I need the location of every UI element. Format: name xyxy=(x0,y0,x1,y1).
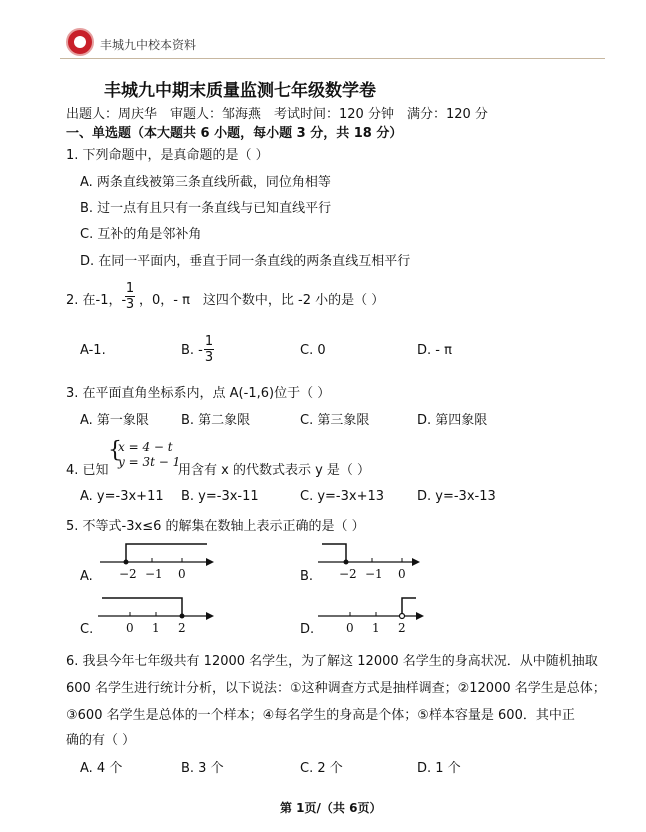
q4-option-c: C. y=-3x+13 xyxy=(300,489,385,504)
q4-brace: { xyxy=(108,438,122,463)
q6-option-a: A. 4 个 xyxy=(80,761,123,776)
q5-b-tick-3: 0 xyxy=(398,567,406,581)
q3-option-a: A. 第一象限 xyxy=(80,413,149,428)
section-heading: 一、单选题（本大题共 6 小题，每小题 3 分，共 18 分） xyxy=(66,126,403,141)
q5-a-tick-1: −2 xyxy=(119,567,137,581)
q6-option-d: D. 1 个 xyxy=(417,761,461,776)
q2-b-num: 1 xyxy=(204,334,214,349)
q2-fraction-num: 1 xyxy=(125,281,135,296)
q5-option-a: A. xyxy=(80,569,93,584)
q2-option-d: D. - π xyxy=(417,343,452,358)
q1-option-d: D. 在同一平面内，垂直于同一条直线的两条直线互相平行 xyxy=(80,254,411,269)
school-logo xyxy=(66,28,94,56)
q6-option-c: C. 2 个 xyxy=(300,761,343,776)
q4-option-d: D. y=-3x-13 xyxy=(417,489,496,504)
q3-option-d: D. 第四象限 xyxy=(417,413,488,428)
q2-stem-prefix: 2. 在-1，- xyxy=(66,293,127,308)
q5-c-tick-2: 1 xyxy=(152,621,160,635)
q5-number-line-c xyxy=(96,592,216,638)
q5-c-tick-3: 2 xyxy=(178,621,186,635)
q2-option-b: B. - xyxy=(181,343,203,358)
q2-fraction-den: 3 xyxy=(125,297,135,312)
q5-d-tick-2: 1 xyxy=(372,621,380,635)
q1-stem: 1. 下列命题中，是真命题的是（ ） xyxy=(66,148,269,163)
q2-b-den: 3 xyxy=(204,350,214,365)
q1-option-b: B. 过一点有且只有一条直线与已知直线平行 xyxy=(80,201,332,216)
q6-line-3: ③600 名学生是总体的一个样本；④每名学生的身高是个体；⑤样本容量是 600．其中正 xyxy=(66,708,575,723)
exam-meta: 出题人：周庆华 审题人：邹海燕 考试时间：120 分钟 满分：120 分 xyxy=(66,107,488,122)
q4-equation-2: y = 3t − 1 xyxy=(118,455,181,469)
q5-a-tick-3: 0 xyxy=(178,567,186,581)
q6-option-b: B. 3 个 xyxy=(181,761,224,776)
q5-b-tick-2: −1 xyxy=(365,567,383,581)
page-title: 丰城九中期末质量监测七年级数学卷 xyxy=(104,81,376,101)
page-footer: 第 1页/（共 6页） xyxy=(280,801,382,815)
q6-line-2: 600 名学生进行统计分析，以下说法：①这种调查方式是抽样调查；②12000 名学生是总体； xyxy=(66,681,606,696)
q5-number-line-a xyxy=(96,538,216,584)
q5-number-line-b xyxy=(316,538,422,584)
q2-option-a: A-1. xyxy=(80,343,106,358)
q4-stem-prefix: 4. 已知 xyxy=(66,463,109,478)
q2-option-b-fraction xyxy=(203,334,215,365)
q3-option-c: C. 第三象限 xyxy=(300,413,370,428)
q2-fraction xyxy=(124,281,136,312)
q5-number-line-d xyxy=(316,592,426,638)
header-school: 丰城九中校本资料 xyxy=(100,38,197,52)
q5-d-tick-3: 2 xyxy=(398,621,406,635)
q4-option-b: B. y=-3x-11 xyxy=(181,489,259,504)
q5-a-tick-2: −1 xyxy=(145,567,163,581)
header-divider xyxy=(60,58,605,59)
q5-option-b: B. xyxy=(300,569,314,584)
q6-line-1: 6. 我县今年七年级共有 12000 名学生，为了解这 12000 名学生的身高状况．从中随机抽取 xyxy=(66,654,598,669)
q5-c-tick-1: 0 xyxy=(126,621,134,635)
q4-stem-suffix: 用含有 x 的代数式表示 y 是（ ） xyxy=(178,463,371,478)
q4-option-a: A. y=-3x+11 xyxy=(80,489,164,504)
q1-option-a: A. 两条直线被第三条直线所截，同位角相等 xyxy=(80,175,331,190)
q4-equation-1: x = 4 − t xyxy=(118,440,173,454)
q2-stem-suffix: ，0，- π 这四个数中，比 -2 小的是（ ） xyxy=(139,293,385,308)
q5-option-c: C. xyxy=(80,622,94,637)
q2-option-c: C. 0 xyxy=(300,343,326,358)
q5-stem: 5. 不等式-3x≤6 的解集在数轴上表示正确的是（ ） xyxy=(66,519,365,534)
q1-option-c: C. 互补的角是邻补角 xyxy=(80,227,202,242)
q3-stem: 3. 在平面直角坐标系内，点 A(-1,6)位于（ ） xyxy=(66,386,331,401)
q3-option-b: B. 第二象限 xyxy=(181,413,251,428)
q5-d-tick-1: 0 xyxy=(346,621,354,635)
q5-option-d: D. xyxy=(300,622,315,637)
q6-line-4: 确的有（ ） xyxy=(66,733,136,748)
q5-b-tick-1: −2 xyxy=(339,567,357,581)
